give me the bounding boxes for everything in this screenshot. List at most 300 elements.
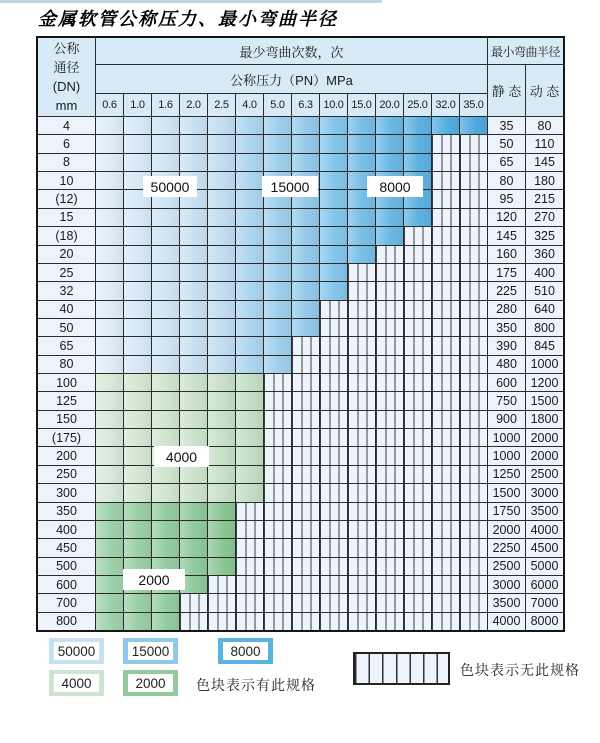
- dynamic-radius-cell: 7000: [526, 594, 563, 611]
- no-spec-hatch-cell: [320, 429, 347, 446]
- no-spec-hatch-cell: [264, 411, 291, 428]
- no-spec-hatch-swatch: [353, 652, 450, 685]
- spec-available-cell: [124, 503, 151, 520]
- no-spec-hatch-cell: [348, 466, 375, 483]
- spec-available-cell: [264, 135, 291, 152]
- no-spec-hatch-cell: [404, 558, 431, 575]
- spec-available-cell: [96, 190, 123, 207]
- no-spec-hatch-cell: [292, 466, 319, 483]
- spec-available-cell: [432, 117, 459, 134]
- spec-available-cell: [236, 135, 263, 152]
- no-spec-hatch-cell: [320, 576, 347, 593]
- no-spec-hatch-cell: [320, 521, 347, 538]
- static-radius-cell: 1500: [488, 484, 525, 501]
- spec-available-cell: [124, 356, 151, 373]
- spec-available-cell: [96, 356, 123, 373]
- dn-cell: 200: [38, 447, 95, 464]
- spec-available-cell: [208, 447, 235, 464]
- no-spec-hatch-cell: [348, 319, 375, 336]
- no-spec-hatch-cell: [320, 337, 347, 354]
- spec-available-cell: [208, 282, 235, 299]
- spec-available-cell: [264, 301, 291, 318]
- spec-available-cell: [180, 539, 207, 556]
- spec-available-cell: [96, 447, 123, 464]
- no-spec-hatch-cell: [376, 576, 403, 593]
- spec-available-cell: [264, 246, 291, 263]
- dynamic-radius-cell: 400: [526, 264, 563, 281]
- no-spec-hatch-cell: [460, 356, 487, 373]
- spec-available-cell: [152, 484, 179, 501]
- spec-available-cell: [96, 392, 123, 409]
- pressure-column-header: 35.0: [460, 94, 487, 116]
- spec-available-cell: [96, 466, 123, 483]
- spec-available-cell: [124, 429, 151, 446]
- static-radius-cell: 280: [488, 301, 525, 318]
- dynamic-radius-cell: 110: [526, 135, 563, 152]
- static-radius-cell: 3000: [488, 576, 525, 593]
- static-radius-cell: 3500: [488, 594, 525, 611]
- no-spec-hatch-cell: [432, 466, 459, 483]
- spec-available-cell: [236, 484, 263, 501]
- no-spec-hatch-cell: [376, 594, 403, 611]
- no-spec-hatch-cell: [264, 521, 291, 538]
- no-spec-hatch-cell: [264, 429, 291, 446]
- spec-available-cell: [124, 484, 151, 501]
- no-spec-hatch-cell: [460, 264, 487, 281]
- spec-available-cell: [404, 209, 431, 226]
- no-spec-hatch-cell: [236, 576, 263, 593]
- no-spec-hatch-cell: [264, 594, 291, 611]
- spec-available-cell: [376, 154, 403, 171]
- dynamic-radius-cell: 1200: [526, 374, 563, 391]
- spec-available-cell: [348, 135, 375, 152]
- no-spec-hatch-cell: [208, 613, 235, 630]
- spec-available-cell: [320, 282, 347, 299]
- spec-available-cell: [96, 429, 123, 446]
- spec-available-cell: [208, 374, 235, 391]
- bend-cycle-count-label: 15000: [262, 176, 318, 197]
- spec-available-cell: [96, 135, 123, 152]
- dynamic-radius-cell: 845: [526, 337, 563, 354]
- spec-available-cell: [180, 411, 207, 428]
- spec-available-cell: [180, 392, 207, 409]
- no-spec-hatch-cell: [348, 356, 375, 373]
- dynamic-radius-cell: 8000: [526, 613, 563, 630]
- spec-available-cell: [180, 337, 207, 354]
- no-spec-hatch-cell: [432, 172, 459, 189]
- spec-available-cell: [96, 172, 123, 189]
- corner-line: mm: [55, 98, 78, 113]
- pressure-column-header: 15.0: [348, 94, 375, 116]
- static-radius-cell: 120: [488, 209, 525, 226]
- dynamic-radius-cell: 6000: [526, 576, 563, 593]
- no-spec-hatch-cell: [376, 466, 403, 483]
- no-spec-hatch-cell: [404, 594, 431, 611]
- spec-available-cell: [208, 484, 235, 501]
- spec-table: [36, 36, 565, 632]
- spec-available-cell: [292, 319, 319, 336]
- spec-available-cell: [320, 246, 347, 263]
- spec-available-cell: [236, 227, 263, 244]
- no-spec-hatch-cell: [404, 484, 431, 501]
- no-spec-hatch-cell: [348, 447, 375, 464]
- no-spec-hatch-cell: [404, 447, 431, 464]
- spec-available-cell: [152, 282, 179, 299]
- legend-swatch-15000: [123, 638, 178, 664]
- dn-cell: 250: [38, 466, 95, 483]
- spec-available-cell: [124, 319, 151, 336]
- no-spec-hatch-cell: [264, 466, 291, 483]
- spec-available-cell: [208, 337, 235, 354]
- spec-available-cell: [264, 209, 291, 226]
- pressure-column-header: 1.0: [124, 94, 151, 116]
- spec-available-cell: [208, 190, 235, 207]
- dynamic-header: 动 态: [526, 65, 563, 116]
- no-spec-hatch-cell: [348, 576, 375, 593]
- no-spec-hatch-cell: [460, 374, 487, 391]
- no-spec-hatch-cell: [460, 429, 487, 446]
- static-radius-cell: 65: [488, 154, 525, 171]
- static-radius-cell: 2250: [488, 539, 525, 556]
- no-spec-hatch-cell: [376, 319, 403, 336]
- no-spec-hatch-cell: [348, 429, 375, 446]
- no-spec-hatch-cell: [264, 484, 291, 501]
- spec-available-cell: [236, 282, 263, 299]
- no-spec-hatch-cell: [376, 356, 403, 373]
- bend-cycle-count-label: 4000: [154, 446, 209, 467]
- spec-available-cell: [208, 411, 235, 428]
- spec-available-cell: [208, 392, 235, 409]
- spec-available-cell: [208, 429, 235, 446]
- no-spec-hatch-cell: [404, 282, 431, 299]
- no-spec-hatch-cell: [376, 558, 403, 575]
- static-radius-cell: 1250: [488, 466, 525, 483]
- static-radius-cell: 80: [488, 172, 525, 189]
- static-radius-cell: 600: [488, 374, 525, 391]
- spec-available-cell: [208, 503, 235, 520]
- no-spec-hatch-cell: [292, 429, 319, 446]
- bend-cycle-count-label: 8000: [367, 176, 423, 197]
- spec-available-cell: [152, 135, 179, 152]
- spec-available-cell: [180, 466, 207, 483]
- dn-cell: 25: [38, 264, 95, 281]
- no-spec-hatch-cell: [460, 613, 487, 630]
- no-spec-hatch-cell: [292, 576, 319, 593]
- dynamic-radius-cell: 800: [526, 319, 563, 336]
- spec-available-cell: [96, 411, 123, 428]
- spec-available-cell: [292, 227, 319, 244]
- no-spec-hatch-cell: [376, 411, 403, 428]
- spec-available-cell: [152, 429, 179, 446]
- no-spec-hatch-cell: [432, 282, 459, 299]
- no-spec-hatch-cell: [460, 282, 487, 299]
- no-spec-hatch-cell: [460, 190, 487, 207]
- legend-swatch-label: 15000: [128, 642, 173, 660]
- no-spec-hatch-cell: [292, 447, 319, 464]
- spec-available-cell: [152, 521, 179, 538]
- dn-cell: 15: [38, 209, 95, 226]
- dynamic-radius-cell: 325: [526, 227, 563, 244]
- dynamic-radius-cell: 4500: [526, 539, 563, 556]
- dynamic-radius-cell: 2000: [526, 429, 563, 446]
- spec-available-cell: [96, 264, 123, 281]
- spec-available-cell: [236, 466, 263, 483]
- dn-cell: 800: [38, 613, 95, 630]
- dynamic-radius-cell: 1500: [526, 392, 563, 409]
- no-spec-hatch-cell: [292, 503, 319, 520]
- no-spec-hatch-cell: [320, 466, 347, 483]
- dynamic-radius-cell: 1800: [526, 411, 563, 428]
- spec-available-cell: [208, 227, 235, 244]
- no-spec-hatch-cell: [432, 503, 459, 520]
- no-spec-hatch-cell: [404, 356, 431, 373]
- spec-available-cell: [96, 558, 123, 575]
- dn-cell: 40: [38, 301, 95, 318]
- spec-available-cell: [208, 539, 235, 556]
- spec-available-cell: [152, 356, 179, 373]
- spec-available-cell: [320, 227, 347, 244]
- spec-available-cell: [152, 337, 179, 354]
- no-spec-hatch-cell: [432, 209, 459, 226]
- dn-cell: 300: [38, 484, 95, 501]
- spec-available-cell: [124, 337, 151, 354]
- spec-available-cell: [124, 264, 151, 281]
- spec-available-cell: [320, 154, 347, 171]
- pressure-column-header: 20.0: [376, 94, 403, 116]
- no-spec-hatch-cell: [292, 392, 319, 409]
- spec-available-cell: [124, 411, 151, 428]
- no-spec-hatch-cell: [376, 264, 403, 281]
- no-spec-hatch-cell: [460, 246, 487, 263]
- static-radius-cell: 35: [488, 117, 525, 134]
- no-spec-hatch-cell: [348, 374, 375, 391]
- no-spec-hatch-cell: [180, 613, 207, 630]
- no-spec-hatch-cell: [208, 594, 235, 611]
- no-spec-hatch-cell: [432, 576, 459, 593]
- dynamic-radius-cell: 145: [526, 154, 563, 171]
- spec-available-cell: [180, 429, 207, 446]
- spec-available-cell: [236, 172, 263, 189]
- static-radius-cell: 4000: [488, 613, 525, 630]
- legend-swatch-8000: [218, 638, 273, 664]
- spec-available-cell: [320, 209, 347, 226]
- spec-available-cell: [96, 503, 123, 520]
- spec-available-cell: [236, 374, 263, 391]
- no-spec-hatch-cell: [376, 447, 403, 464]
- pressure-column-header: 5.0: [264, 94, 291, 116]
- scan-edge-strip: [0, 0, 382, 3]
- spec-available-cell: [180, 319, 207, 336]
- no-spec-hatch-cell: [404, 392, 431, 409]
- no-spec-hatch-cell: [404, 576, 431, 593]
- spec-available-cell: [152, 154, 179, 171]
- no-spec-hatch-cell: [236, 539, 263, 556]
- spec-available-cell: [180, 117, 207, 134]
- spec-available-cell: [152, 594, 179, 611]
- spec-available-cell: [460, 117, 487, 134]
- spec-available-cell: [404, 154, 431, 171]
- no-spec-hatch-cell: [460, 337, 487, 354]
- spec-available-cell: [264, 337, 291, 354]
- no-spec-hatch-cell: [404, 411, 431, 428]
- no-spec-hatch-cell: [376, 429, 403, 446]
- spec-available-cell: [376, 117, 403, 134]
- spec-available-cell: [320, 135, 347, 152]
- no-spec-hatch-cell: [292, 411, 319, 428]
- spec-available-cell: [236, 301, 263, 318]
- page-title: 金属软管公称压力、最小弯曲半径: [38, 9, 338, 29]
- no-spec-hatch-cell: [460, 319, 487, 336]
- no-spec-hatch-cell: [292, 374, 319, 391]
- no-spec-hatch-cell: [264, 392, 291, 409]
- no-spec-hatch-cell: [180, 594, 207, 611]
- spec-available-cell: [152, 209, 179, 226]
- dn-cell: 4: [38, 117, 95, 134]
- spec-available-cell: [124, 594, 151, 611]
- spec-available-cell: [96, 594, 123, 611]
- pressure-column-header: 0.6: [96, 94, 123, 116]
- no-spec-hatch-cell: [348, 411, 375, 428]
- no-spec-hatch-cell: [460, 447, 487, 464]
- no-spec-hatch-cell: [404, 246, 431, 263]
- no-spec-hatch-cell: [432, 429, 459, 446]
- no-spec-hatch-cell: [404, 521, 431, 538]
- no-spec-hatch-cell: [460, 135, 487, 152]
- no-spec-hatch-cell: [320, 392, 347, 409]
- spec-available-cell: [152, 301, 179, 318]
- dn-cell: 80: [38, 356, 95, 373]
- spec-available-cell: [124, 374, 151, 391]
- legend-no-spec-text: 色块表示无此规格: [460, 662, 580, 678]
- spec-available-cell: [124, 154, 151, 171]
- dynamic-radius-cell: 360: [526, 246, 563, 263]
- no-spec-hatch-cell: [460, 392, 487, 409]
- no-spec-hatch-cell: [376, 521, 403, 538]
- no-spec-hatch-cell: [320, 484, 347, 501]
- spec-available-cell: [152, 392, 179, 409]
- bend-cycle-count-label: 2000: [123, 569, 185, 590]
- nominal-pressure-header: 公称压力（PN）MPa: [96, 65, 487, 93]
- no-spec-hatch-cell: [320, 594, 347, 611]
- spec-available-cell: [320, 172, 347, 189]
- no-spec-hatch-cell: [320, 411, 347, 428]
- static-radius-cell: 480: [488, 356, 525, 373]
- spec-available-cell: [180, 154, 207, 171]
- no-spec-hatch-cell: [320, 539, 347, 556]
- spec-available-cell: [208, 172, 235, 189]
- spec-available-cell: [292, 135, 319, 152]
- no-spec-hatch-cell: [432, 135, 459, 152]
- spec-available-cell: [236, 447, 263, 464]
- no-spec-hatch-cell: [264, 374, 291, 391]
- legend-swatch-label: 2000: [128, 674, 173, 692]
- dn-cell: (175): [38, 429, 95, 446]
- no-spec-hatch-cell: [432, 264, 459, 281]
- spec-available-cell: [152, 246, 179, 263]
- pressure-column-header: 2.0: [180, 94, 207, 116]
- legend-swatch-50000: [49, 638, 104, 664]
- no-spec-hatch-cell: [460, 301, 487, 318]
- dn-cell: 150: [38, 411, 95, 428]
- spec-available-cell: [236, 356, 263, 373]
- pressure-column-header: 2.5: [208, 94, 235, 116]
- pressure-column-header: 25.0: [404, 94, 431, 116]
- spec-available-cell: [96, 374, 123, 391]
- dynamic-radius-cell: 2000: [526, 447, 563, 464]
- spec-available-cell: [292, 282, 319, 299]
- bend-cycles-header: 最少弯曲次数，次: [96, 38, 487, 64]
- spec-available-cell: [236, 264, 263, 281]
- no-spec-hatch-cell: [292, 613, 319, 630]
- dynamic-radius-cell: 3500: [526, 503, 563, 520]
- no-spec-hatch-cell: [460, 466, 487, 483]
- no-spec-hatch-cell: [236, 503, 263, 520]
- no-spec-hatch-cell: [432, 392, 459, 409]
- legend-has-spec-text: 色块表示有此规格: [196, 677, 316, 693]
- spec-available-cell: [292, 117, 319, 134]
- no-spec-hatch-cell: [460, 209, 487, 226]
- spec-available-cell: [96, 117, 123, 134]
- pressure-column-header: 10.0: [320, 94, 347, 116]
- spec-available-cell: [96, 319, 123, 336]
- spec-available-cell: [96, 282, 123, 299]
- no-spec-hatch-cell: [348, 558, 375, 575]
- no-spec-hatch-cell: [432, 411, 459, 428]
- spec-available-cell: [292, 301, 319, 318]
- spec-available-cell: [152, 503, 179, 520]
- spec-available-cell: [152, 374, 179, 391]
- dn-cell: 8: [38, 154, 95, 171]
- spec-available-cell: [96, 484, 123, 501]
- no-spec-hatch-cell: [432, 374, 459, 391]
- legend-swatch-2000: [123, 670, 178, 696]
- spec-available-cell: [208, 135, 235, 152]
- spec-available-cell: [264, 117, 291, 134]
- no-spec-hatch-cell: [348, 282, 375, 299]
- no-spec-hatch-cell: [376, 337, 403, 354]
- spec-available-cell: [264, 264, 291, 281]
- spec-available-cell: [180, 246, 207, 263]
- no-spec-hatch-cell: [404, 337, 431, 354]
- no-spec-hatch-cell: [348, 264, 375, 281]
- spec-available-cell: [236, 429, 263, 446]
- no-spec-hatch-cell: [460, 594, 487, 611]
- static-radius-cell: 1750: [488, 503, 525, 520]
- spec-available-cell: [404, 117, 431, 134]
- no-spec-hatch-cell: [348, 484, 375, 501]
- no-spec-hatch-cell: [432, 521, 459, 538]
- dn-cell: 400: [38, 521, 95, 538]
- no-spec-hatch-cell: [404, 613, 431, 630]
- spec-available-cell: [180, 484, 207, 501]
- static-radius-cell: 145: [488, 227, 525, 244]
- spec-available-cell: [124, 466, 151, 483]
- no-spec-hatch-cell: [404, 264, 431, 281]
- dn-cell: 600: [38, 576, 95, 593]
- dn-cell: 350: [38, 503, 95, 520]
- no-spec-hatch-cell: [348, 539, 375, 556]
- spec-available-cell: [124, 117, 151, 134]
- no-spec-hatch-cell: [376, 539, 403, 556]
- spec-available-cell: [208, 521, 235, 538]
- spec-available-cell: [236, 117, 263, 134]
- static-radius-cell: 1000: [488, 429, 525, 446]
- dynamic-radius-cell: 2500: [526, 466, 563, 483]
- spec-available-cell: [208, 356, 235, 373]
- dynamic-radius-cell: 215: [526, 190, 563, 207]
- no-spec-hatch-cell: [460, 172, 487, 189]
- no-spec-hatch-cell: [264, 613, 291, 630]
